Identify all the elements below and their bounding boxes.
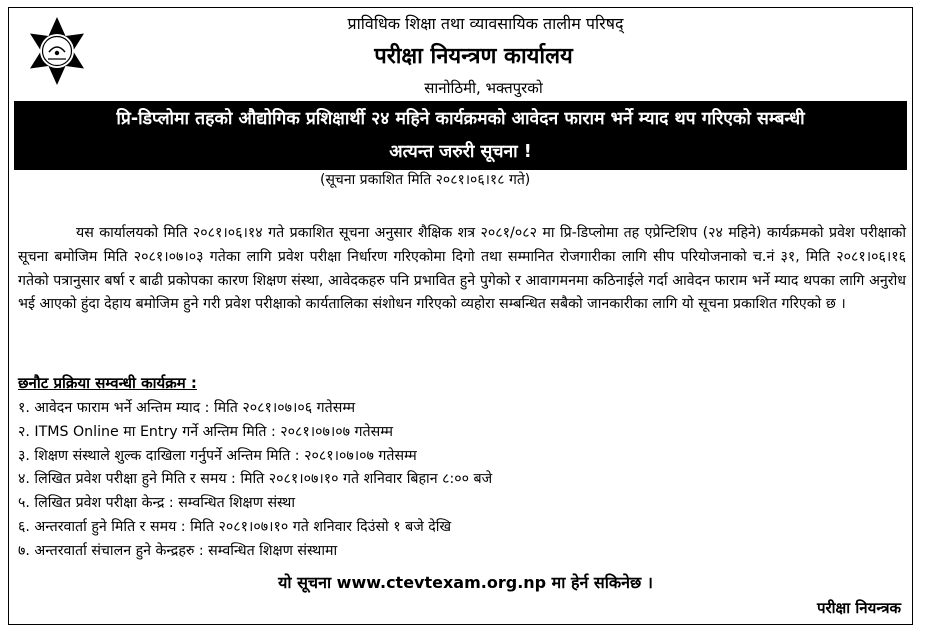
notice-title-line2: अत्यन्त जरुरी सूचना !	[389, 142, 532, 162]
office-name: परीक्षा नियन्त्रण कार्यालय	[374, 44, 573, 69]
list-item: ६. अन्तरवार्ता हुने मिति र समय : मिति २०८१।०७।१० गते शनिवार दिउंसो १ बजे देखि	[18, 518, 452, 535]
council-name: प्राविधिक शिक्षा तथा व्यावसायिक तालीम परिषद्	[347, 14, 624, 33]
list-item: ३. शिक्षण संस्थाले शुल्क दाखिला गर्नुपर्ने अन्तिम मिति : २०८१।०७।०७ गतेसम्म	[18, 447, 417, 464]
list-item: २. ITMS Online मा Entry गर्ने अन्तिम मिति : २०८१।०७।०७ गतेसम्म	[18, 423, 393, 440]
section-title: छनौट प्रक्रिया सम्वन्धी कार्यक्रम :	[18, 374, 197, 392]
list-item: ७. अन्तरवार्ता संचालन हुने केन्द्रहरु : सम्वन्धित शिक्षण संस्थामा	[18, 542, 338, 559]
notice-body	[18, 222, 906, 317]
signature: परीक्षा नियन्त्रक	[817, 599, 901, 617]
list-item: ५. लिखित प्रवेश परीक्षा केन्द्र : सम्वन्धित शिक्षण संस्था	[18, 495, 296, 512]
website-note: यो सूचना www.ctevtexam.org.np मा हेर्न सकिनेछ ।	[278, 573, 653, 592]
schedule-list	[18, 397, 492, 564]
list-item: ४. लिखित प्रवेश परीक्षा हुने मिति र समय : मिति २०८१।०७।१० गते शनिवार बिहान ८:०० बजे	[18, 471, 493, 488]
notice-title-line1: प्रि-डिप्लोमा तहको औद्योगिक प्रशिक्षार्थी २४ महिने कार्यक्रमको आवेदन फाराम भर्ने म्याद थप गरिएको सम्बन्धी	[116, 109, 805, 129]
list-item: १. आवेदन फाराम भर्ने अन्तिम म्याद : मिति २०८१।०७।०६ गतेसम्म	[18, 400, 356, 416]
notice-title-banner	[14, 101, 907, 170]
notice-body-text: यस कार्यालयको मिति २०८१।०६।१४ गते प्रकाशित सूचना अनुसार शैक्षिक शत्र २०८१/०८२ मा प्रि-डिप्लोमा तह एप्रेन्टिशिप (२४ महिने) कार्यक्रमको प्रवेश परीक्षाको सूचना बमोजिम मिति २०८१।०७।०३ गतेका लागि प्रवेश परीक्षा निर्धारण गरिएकोमा दिगो तथा सम्मानित रोजगारीका लागि सीप परियोजनाको च.नं ३१, मिति २०८१।०६।१६ गतेको पत्रानुसार बर्षा र बाढी प्रकोपका कारण शिक्षण संस्था, आवेदकहरु पनि प्रभावित हुने पुगेको र आवागमनमा कठिनाईले गर्दा आवेदन फाराम भर्ने म्याद थपका लागि अनुरोध भई आएको हुंदा देहाय बमोजिम हुने गरी प्रवेश परीक्षाको कार्यतालिका संशोधन गरिएको व्यहोरा सम्बन्धित सबैको जानकारीका लागि यो सूचना प्रकाशित गरिएको छ ।	[18, 225, 906, 313]
published-date: (सूचना प्रकाशित मिति २०८१।०६।१८ गते)	[320, 172, 531, 188]
office-location: सानोठिमी, भक्तपुरको	[424, 79, 543, 97]
